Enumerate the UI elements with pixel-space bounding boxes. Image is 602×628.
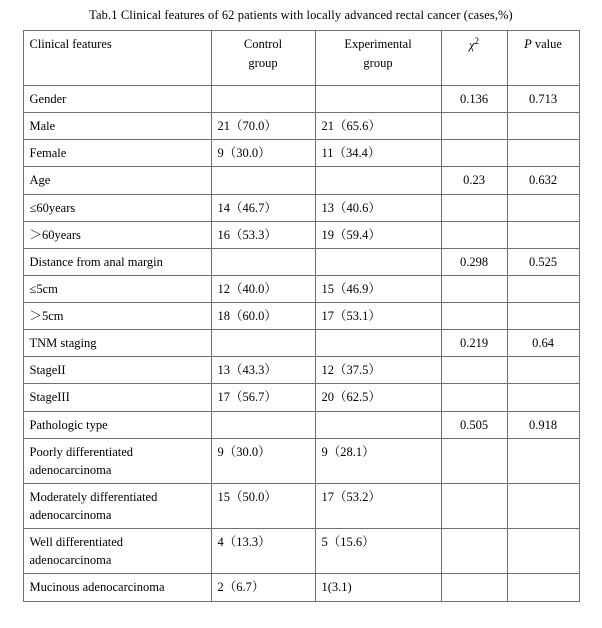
row-chi-value: 0.219 <box>441 330 507 357</box>
row-feature-label: Male <box>23 113 211 140</box>
row-experimental-value: 13（40.6） <box>315 194 441 221</box>
header-experimental-group <box>315 31 441 86</box>
row-control-value: 12（40.0） <box>211 275 315 302</box>
row-experimental-value: 20（62.5） <box>315 384 441 411</box>
row-p-value: 0.918 <box>507 411 579 438</box>
clinical-features-table <box>23 30 580 602</box>
row-chi-value <box>441 275 507 302</box>
table-row <box>23 529 579 574</box>
row-feature-label: Gender <box>23 86 211 113</box>
row-feature-label: Female <box>23 140 211 167</box>
row-p-value <box>507 483 579 528</box>
table-row <box>23 384 579 411</box>
row-control-value: 18（60.0） <box>211 303 315 330</box>
header-p-symbol: P <box>524 37 532 51</box>
row-p-value <box>507 275 579 302</box>
row-experimental-value: 12（37.5） <box>315 357 441 384</box>
row-control-value <box>211 86 315 113</box>
row-feature-label: Mucinous adenocarcinoma <box>23 574 211 601</box>
row-feature-label: ≤60years <box>23 194 211 221</box>
row-experimental-value <box>315 330 441 357</box>
row-control-value: 15（50.0） <box>211 483 315 528</box>
row-p-value <box>507 384 579 411</box>
row-feature-label: StageIII <box>23 384 211 411</box>
table-row <box>23 483 579 528</box>
row-experimental-value <box>315 411 441 438</box>
row-control-value: 2（6.7） <box>211 574 315 601</box>
row-feature-label: Distance from anal margin <box>23 248 211 275</box>
table-row <box>23 248 579 275</box>
table-row <box>23 303 579 330</box>
row-feature-label: Age <box>23 167 211 194</box>
row-control-value: 9（30.0） <box>211 438 315 483</box>
row-chi-value <box>441 357 507 384</box>
row-feature-label: ＞5cm <box>23 303 211 330</box>
row-p-value <box>507 357 579 384</box>
row-feature-label: ≤5cm <box>23 275 211 302</box>
row-chi-value <box>441 194 507 221</box>
header-control-line2: group <box>248 55 278 70</box>
table-row <box>23 357 579 384</box>
header-chi-exponent: 2 <box>474 36 479 46</box>
row-experimental-value: 21（65.6） <box>315 113 441 140</box>
row-control-value: 9（30.0） <box>211 140 315 167</box>
table-row <box>23 574 579 601</box>
row-control-value <box>211 248 315 275</box>
row-chi-value <box>441 113 507 140</box>
row-p-value: 0.64 <box>507 330 579 357</box>
row-feature-label: StageII <box>23 357 211 384</box>
row-experimental-value: 1(3.1) <box>315 574 441 601</box>
row-control-value: 16（53.3） <box>211 221 315 248</box>
row-experimental-value <box>315 86 441 113</box>
header-chi-square <box>441 31 507 86</box>
row-control-value: 4（13.3） <box>211 529 315 574</box>
table-row <box>23 113 579 140</box>
row-chi-value <box>441 438 507 483</box>
row-p-value <box>507 574 579 601</box>
row-p-value: 0.713 <box>507 86 579 113</box>
row-experimental-value: 9（28.1） <box>315 438 441 483</box>
table-row <box>23 86 579 113</box>
table-row <box>23 438 579 483</box>
row-p-value <box>507 438 579 483</box>
row-control-value: 17（56.7） <box>211 384 315 411</box>
row-experimental-value <box>315 248 441 275</box>
row-chi-value <box>441 529 507 574</box>
row-chi-value: 0.298 <box>441 248 507 275</box>
row-p-value <box>507 303 579 330</box>
row-feature-label: Moderately differentiated adenocarcinoma <box>23 483 211 528</box>
row-control-value <box>211 167 315 194</box>
table-row <box>23 140 579 167</box>
row-experimental-value: 15（46.9） <box>315 275 441 302</box>
row-control-value <box>211 330 315 357</box>
row-p-value <box>507 113 579 140</box>
table-header-row <box>23 31 579 86</box>
row-feature-label: ＞60years <box>23 221 211 248</box>
row-experimental-value <box>315 167 441 194</box>
row-feature-label: TNM staging <box>23 330 211 357</box>
table-row <box>23 411 579 438</box>
row-p-value <box>507 221 579 248</box>
row-control-value: 14（46.7） <box>211 194 315 221</box>
row-feature-label: Well differentiated adenocarcinoma <box>23 529 211 574</box>
header-control-group <box>211 31 315 86</box>
row-experimental-value: 17（53.1） <box>315 303 441 330</box>
row-feature-label: Pathologic type <box>23 411 211 438</box>
header-control-line1: Control <box>243 37 283 51</box>
table-body <box>23 86 579 602</box>
row-p-value <box>507 140 579 167</box>
row-experimental-value: 11（34.4） <box>315 140 441 167</box>
header-experimental-line1: Experimental <box>344 37 412 51</box>
header-clinical-features: Clinical features <box>23 31 211 86</box>
header-chi-symbol: χ <box>469 38 475 53</box>
row-experimental-value: 5（15.6） <box>315 529 441 574</box>
row-experimental-value: 19（59.4） <box>315 221 441 248</box>
row-chi-value <box>441 221 507 248</box>
row-chi-value <box>441 384 507 411</box>
row-p-value: 0.525 <box>507 248 579 275</box>
row-control-value <box>211 411 315 438</box>
row-p-value: 0.632 <box>507 167 579 194</box>
table-caption: Tab.1 Clinical features of 62 patients with locally advanced rectal cancer (cases,%) <box>89 8 513 22</box>
table-row <box>23 330 579 357</box>
row-chi-value: 0.505 <box>441 411 507 438</box>
row-chi-value <box>441 483 507 528</box>
table-row <box>23 194 579 221</box>
row-chi-value: 0.23 <box>441 167 507 194</box>
row-chi-value <box>441 574 507 601</box>
header-p-word: value <box>531 37 562 51</box>
row-chi-value: 0.136 <box>441 86 507 113</box>
row-p-value <box>507 194 579 221</box>
row-control-value: 21（70.0） <box>211 113 315 140</box>
row-p-value <box>507 529 579 574</box>
row-chi-value <box>441 140 507 167</box>
header-p-value <box>507 31 579 86</box>
row-control-value: 13（43.3） <box>211 357 315 384</box>
table-row <box>23 167 579 194</box>
table-row <box>23 221 579 248</box>
row-chi-value <box>441 303 507 330</box>
row-experimental-value: 17（53.2） <box>315 483 441 528</box>
row-feature-label: Poorly differentiated adenocarcinoma <box>23 438 211 483</box>
table-row <box>23 275 579 302</box>
header-experimental-line2: group <box>363 55 393 70</box>
